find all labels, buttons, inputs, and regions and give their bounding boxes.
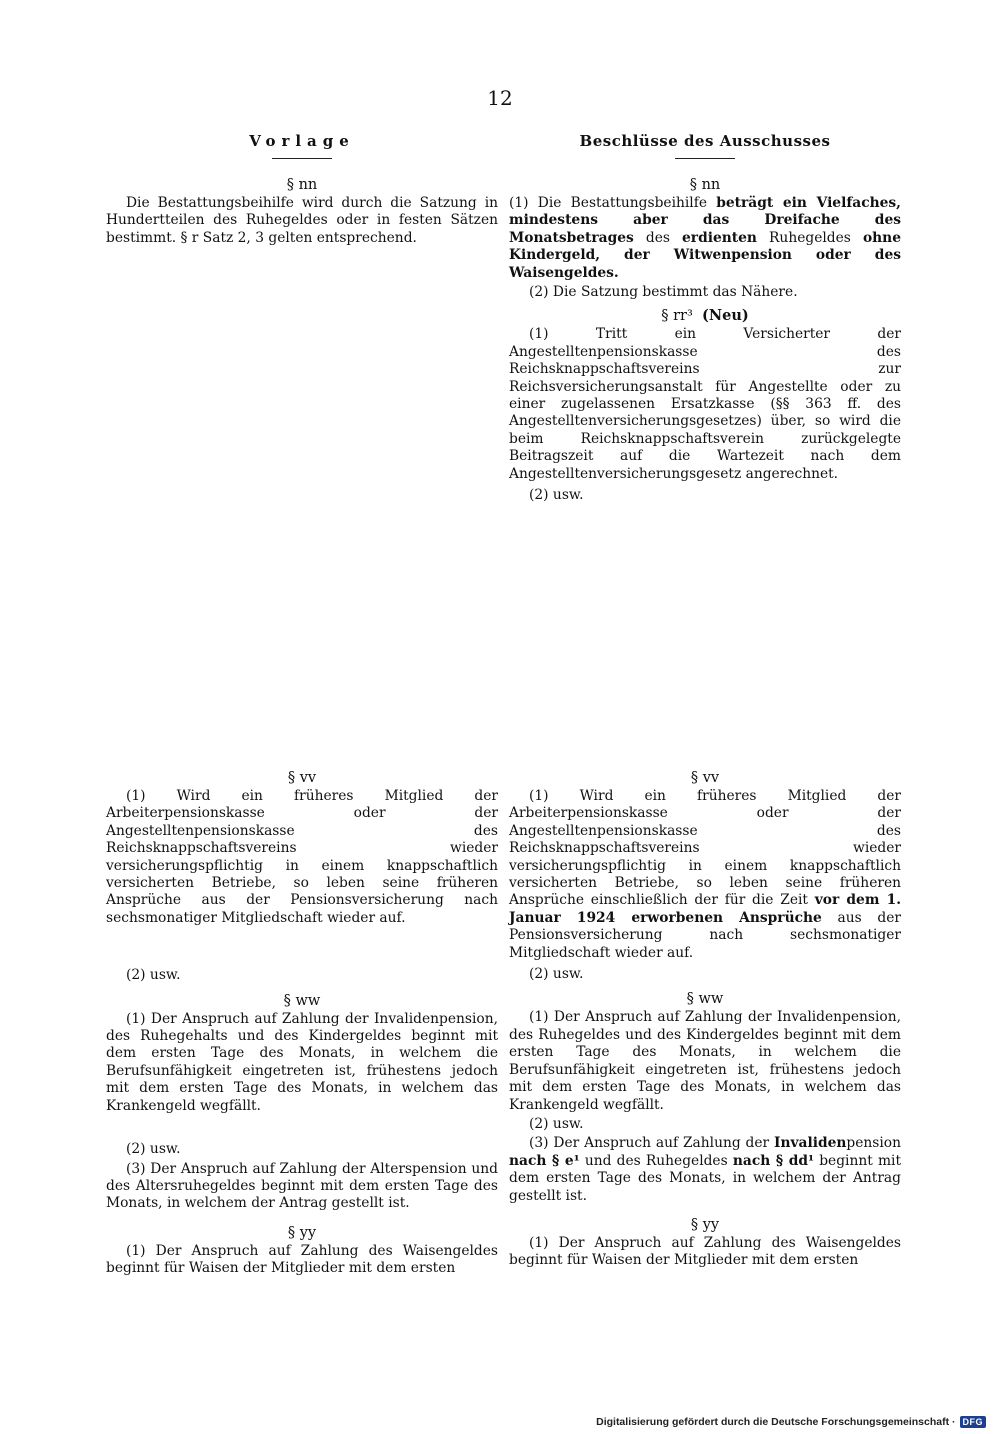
section-vv: § vv [690, 770, 720, 786]
left-yy-paragraph-1: (1) Der Anspruch auf Zahlung des Waisengeldes beginnt für Waisen der Mitglieder mit dem ersten [106, 1242, 498, 1277]
footer-credit [596, 1416, 986, 1428]
right-column-heading: Beschlüsse des Ausschusses [579, 132, 831, 150]
right-column-top [509, 132, 901, 505]
left-ww-paragraph-2: (2) usw. [126, 1141, 181, 1158]
page-number: 12 [487, 86, 513, 110]
dfg-logo: DFG [960, 1416, 987, 1428]
section-yy: § yy [287, 1224, 317, 1241]
right-ww-paragraph-3: (3) Der Anspruch auf Zahlung der Invalidenpension nach § e¹ und des Ruhegeldes nach § dd¹ beginnt mit dem ersten Tage des Monats, in welchem der Antrag gestellt ist. [509, 1135, 901, 1204]
left-column-lower [106, 770, 498, 1278]
section-rr3: § rr³ (Neu) [661, 307, 749, 325]
right-vv-paragraph-1: (1) Wird ein früheres Mitglied der Arbeiterpensionskasse oder der Angestelltenpensionskasse des Reichsknappschaftsvereins wieder versicherungspflichtig in einem knappschaftlich versicherten Betriebe, so leben seine früheren Ansprüche einschließlich der für die Zeit vor dem 1. Januar 1924 erworbenen Ansprüche aus der Pensionsversicherung nach sechsmonatiger Mitgliedschaft wieder auf. [509, 788, 901, 961]
left-nn-paragraph: Die Bestattungsbeihilfe wird durch die Satzung in Hundertteilen des Ruhegeldes oder in festen Sätzen bestimmt. § r Satz 2, 3 gelten entsprechend. [106, 195, 498, 246]
right-ww-paragraph-1: (1) Der Anspruch auf Zahlung der Invalidenpension, des Ruhegeldes und des Kindergeldes beginnt mit dem ersten Tage des Monats, in welchem die Berufsunfähigkeit eingetreten ist, frühestens jedoch mit dem ersten Tage des Monats, in welchem das Krankengeld wegfällt. [509, 1009, 901, 1113]
left-column-top [106, 132, 498, 247]
section-vv: § vv [287, 770, 317, 786]
left-vv-paragraph-2: (2) usw. [126, 967, 181, 984]
left-vv-paragraph-1: (1) Wird ein früheres Mitglied der Arbeiterpensionskasse oder der Angestelltenpensionskasse des Reichsknappschaftsvereins wieder versicherungspflichtig in einem knappschaftlich versicherten Betriebe, so leben seine früheren Ansprüche aus der Pensionsversicherung nach sechsmonatiger Mitgliedschaft wieder auf. [106, 788, 498, 926]
right-nn-paragraph-1: (1) Die Bestattungsbeihilfe beträgt ein Vielfaches, mindestens aber das Dreifache des Monatsbetrages des erdienten Ruhegeldes ohne Kindergeld, der Witwenpension oder des Waisengeldes. [509, 195, 901, 281]
left-ww-paragraph-3: (3) Der Anspruch auf Zahlung der Alterspension und des Altersruhegeldes beginnt mit dem ersten Tage des Monats, in welchem der Antrag gestellt ist. [106, 1160, 498, 1212]
footer-text: Digitalisierung gefördert durch die Deutsche Forschungsgemeinschaft · [596, 1416, 956, 1428]
section-nn: § nn [286, 177, 318, 193]
right-column-lower [509, 770, 901, 1270]
section-yy: § yy [690, 1216, 720, 1233]
left-ww-paragraph-1: (1) Der Anspruch auf Zahlung der Invalidenpension, des Ruhegehalts und des Kindergeldes beginnt mit dem ersten Tage des Monats, in welchem die Berufsunfähigkeit eingetreten ist, frühestens jedoch mit dem ersten Tage des Monats, in welchem das Krankengeld wegfällt. [106, 1010, 498, 1114]
section-nn: § nn [689, 177, 721, 193]
section-ww: § ww [283, 992, 321, 1009]
left-column-heading: Vorlage [249, 132, 355, 150]
section-ww: § ww [686, 991, 724, 1008]
heading-rule [272, 158, 332, 159]
right-vv-paragraph-2: (2) usw. [529, 966, 584, 983]
right-rr3-paragraph-2: (2) usw. [529, 487, 584, 504]
heading-rule [675, 158, 735, 159]
right-nn-paragraph-2: (2) Die Satzung bestimmt das Nähere. [529, 284, 798, 301]
right-ww-paragraph-2: (2) usw. [529, 1115, 584, 1132]
right-yy-paragraph-1: (1) Der Anspruch auf Zahlung des Waisengeldes beginnt für Waisen der Mitglieder mit dem ersten [509, 1234, 901, 1269]
right-rr3-paragraph-1: (1) Tritt ein Versicherter der Angestelltenpensionskasse des Reichsknappschaftsvereins zur Reichsversicherungsanstalt für Angestellte oder zu einer zugelassenen Ersatzkasse (§§ 363 ff. des Angestelltenversicherungsgesetzes) über, so wird die beim Reichsknappschaftsverein zurückgelegte Beitragszeit auf die Wartezeit nach dem Angestelltenversicherungsgesetz angerechnet. [509, 326, 901, 482]
